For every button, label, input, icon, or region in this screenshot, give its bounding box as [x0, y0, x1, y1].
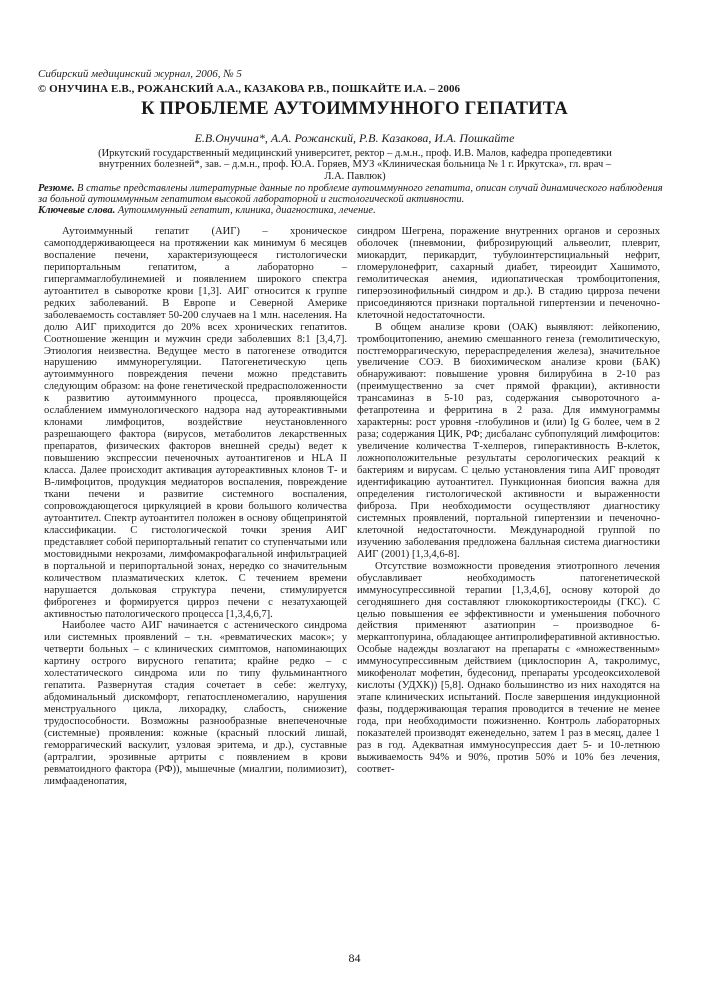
body-paragraph: Наиболее часто АИГ начинается с астенического синдрома или системных проявлений – т.н. «ревматических масок»; у четверти больных – с клинических симптомов, напоминающих картину острого вирусного гепатита; крайне редко – с холестатического синдрома или по типу фульминантного гепатита. Развернутая стадия сочетает в себе: желтуху, абдоминальный дискомфорт, гепатоспленомегалию, нарушения менструального цикла, лихорадку, слабость, снижение трудоспособности. Возможны разнообразные внепеченочные (системные) проявления: кожные (красный плоский лишай, геморрагический васкулит, узловая эритема, и др.), суставные (артралгии, эрозивные артриты с появлением в крови ревматоидного фактора (РФ)), мышечные (миалгии, полимиозит), лимфааденопатия,: [44, 620, 347, 787]
keywords-label: Ключевые слова.: [38, 204, 116, 216]
article-authors: Е.В.Онучина*, А.А. Рожанский, Р.В. Казакова, И.А. Пошкайте: [194, 131, 515, 145]
right-column: [357, 226, 660, 776]
affiliation-line: (Иркутский государственный медицинский университет, ректор – д.м.н., проф. И.В. Малов, кафедра пропедевтики: [98, 148, 612, 159]
journal-citation: Сибирский медицинский журнал, 2006, № 5: [38, 68, 242, 80]
keywords: [38, 206, 671, 217]
abstract-label: Резюме.: [38, 183, 75, 194]
copyright-line: © ОНУЧИНА Е.В., РОЖАНСКИЙ А.А., КАЗАКОВА Р.В., ПОШКАЙТЕ И.А. – 2006: [38, 83, 461, 95]
body-paragraph: синдром Шегрена, поражение внутренних органов и серозных оболочек (пневмонии, фиброзирующий альвеолит, плеврит, миокардит, перикардит, тубулоинтерстициальный нефрит, гломерулонефрит, сахарный диабет, тиреоидит Хашимото, гемолитическая анемия, идиопатическая тромбоцитопения, гиперэозинофильный синдром и др.). В стадию цирроза печени присоединяются признаки портальной гипертензии и печеночно-клеточной недостаточности.: [357, 226, 660, 321]
affiliation-line: внутренних болезней*, зав. – д.м.н., проф. Ю.А. Горяев, МУЗ «Клиническая больница № 1 г. Иркутска», гл. врач –: [98, 159, 612, 171]
affiliation-line: Л.А. Павлюк): [324, 170, 386, 182]
abstract: [38, 184, 671, 216]
page-number: 84: [348, 951, 361, 965]
body-paragraph: В общем анализе крови (ОАК) выявляют: лейкопению, тромбоцитопению, анемию смешанного генеза (гемолитическую, постгеморрагическую, перераспределения железа), значительное увеличение СОЭ. В биохимическом анализе крови (БАК) обнаруживают: повышение уровня билирубина в 2-10 раз (преимущественно за счет прямой фракции), активности трансаминаз в 5-10 раз, содержания сывороточного а-фетапротеина и ферритина в 2 раза. Для иммунограммы характерны: рост уровня -глобулинов и (или) Ig G более, чем в 2 раза; содержания ЦИК, РФ; дисбаланс субпопуляций лимфоцитов: увеличение количества Т-хелперов, гиперактивность В-клеток, ложноположительные результаты серологических реакций к бактериям и вирусам. С целью установления типа АИГ проводят идентификацию аутоантител. Пункционная биопсия важна для определения гистологической активности и выраженности фиброза. При необходимости осуществляют диагностику системных проявлений, портальной гипертензии и печеночно-клеточной недостаточности. Международной группой по изучению заболевания предложена балльная система диагностики АИГ (2001) [1,3,4,6-8].: [357, 321, 660, 560]
body-paragraph: Аутоиммунный гепатит (АИГ) – хроническое самоподдерживающееся на протяжении как минимум 6 месяцев воспаление печени, характеризующееся гистологически перипортальным гепатитом, а лабораторно – гипергаммаглобулинемией и появлением широкого спектра аутоантител в сыворотке крови [1,3]. АИГ относится к группе редких заболеваний. В Европе и Северной Америке заболеваемость составляет 50-200 случаев на 1 млн. населения. На долю АИГ приходится до 20% всех хронических гепатитов. Соотношение женщин и мужчин среди заболевших 8:1 [3,4,7]. Этиология неизвестна. Ведущее место в патогенезе отводится нарушению иммунорегуляции. Патогенетическую цепь аутоиммунного повреждения печени можно представить следующим образом: на фоне генетической предрасположенности к развитию аутоиммунного процесса, проявляющейся ослаблением иммунологического надзора над аутореактивными клонами лимфоцитов, воздействие неустановленного разрешающего фактора (вирусов, метаболитов лекарственных препаратов, физических факторов внешней среды) ведет к повышению экспрессии печеночных аутоантигенов и HLA II класса. Далее происходит активация аутореактивных клонов Т- и В-лимфоцитов, продукция медиаторов воспаления, повреждение ткани печени и развитие системного воспаления, сопровождающегося циркуляцией в крови большого количества аутоантител. Спектр аутоантител положен в основу общепринятой классификации. С гистологической точки зрения АИГ представляет собой перипортальный гепатит со ступенчатыми или мостовидными некрозами, лимфомакрофагальной инфильтрацией в портальной и перипортальной зонах, нередко со значительным количеством плазматических клеток. С течением времени нарушается дольковая структура печени, стимулируется фиброгенез и формируется цирроз печени с незатухающей активностью патологического процесса [1,3,4,6,7].: [44, 226, 347, 620]
keywords-text: Аутоиммунный гепатит, клиника, диагностика, лечение.: [117, 204, 376, 216]
abstract-summary: [38, 184, 671, 206]
affiliation: [60, 148, 650, 182]
body-paragraph: Отсутствие возможности проведения этиотропного лечения обуславливает необходимость патогенетической иммуносупрессивной терапии [1,3,4,6], основу которой до сегодняшнего дня составляют глюкокортикостероиды (ГКС). С целью повышения ее эффективности и уменьшения побочного действия применяют азатиоприн – производное 6-меркаптопурина, обладающее антипролиферативной активностью. Особые надежды возлагают на препараты с «множественным» иммуносупрессивным действием (циклоспорин А, такролимус, микофенолат мофетин, будесонид, препараты урсодеоксихолевой кислоты (УДХК)) [5,8]. Однако большинство из них находятся на этапе клинических испытаний. После завершения индукционной фазы, поддерживающая терапия проводится в течение не менее года, при необходимости пожизненно. Контроль лабораторных показателей производят еженедельно, затем 1 раз в месяц, далее 1 раз в год. Адекватная иммуносупрессия дает 5- и 10-летнюю выживаемость 94% и 90%, против 50% и 10% без лечения, соответ-: [357, 560, 660, 775]
abstract-text: В статье представлены литературные данные по проблеме аутоиммунного гепатита, описан случай динамического наблюдения за больной аутоиммунным гепатитом высокой лабораторной и гистологической активности.: [38, 183, 663, 205]
left-column: [44, 226, 347, 788]
article-title: К ПРОБЛЕМЕ АУТОИММУННОГО ГЕПАТИТА: [141, 99, 568, 119]
